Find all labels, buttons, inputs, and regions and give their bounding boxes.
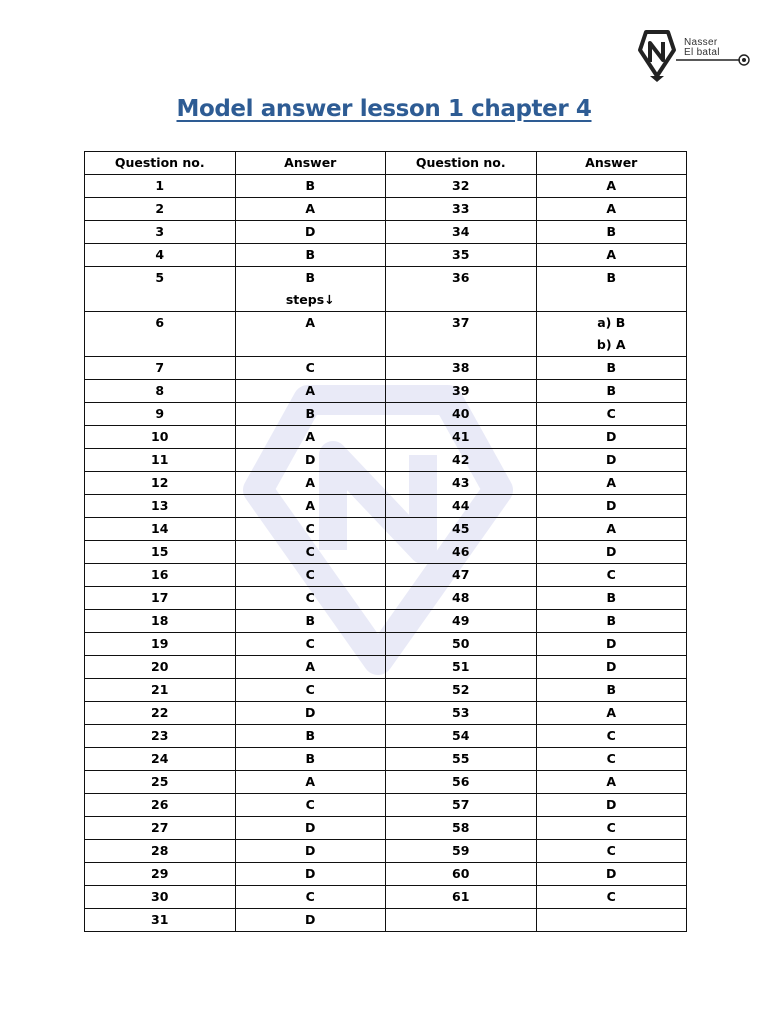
question-cell — [386, 518, 537, 541]
table-row — [85, 794, 687, 817]
answer-cell — [235, 426, 386, 449]
answer-cell-value: C — [305, 797, 315, 812]
header-answer-1: Answer — [235, 152, 386, 175]
answer-cell — [235, 518, 386, 541]
question-cell-value: 31 — [151, 912, 169, 927]
question-cell — [386, 380, 537, 403]
answer-cell — [536, 840, 687, 863]
question-cell — [85, 886, 236, 909]
question-cell — [85, 244, 236, 267]
question-cell-value: 37 — [452, 315, 470, 330]
brand-line-1: Nasser — [684, 37, 718, 48]
question-cell-value: 61 — [452, 889, 470, 904]
answer-cell-value: A — [305, 201, 316, 216]
question-cell-value: 10 — [151, 429, 169, 444]
question-cell — [386, 221, 537, 244]
question-cell-value: 11 — [151, 452, 169, 467]
question-cell-value: 33 — [452, 201, 470, 216]
question-cell — [386, 357, 537, 380]
header-answer-2: Answer — [536, 152, 687, 175]
answer-cell — [235, 725, 386, 748]
question-cell — [85, 725, 236, 748]
table-row — [85, 198, 687, 221]
answer-cell-value: D — [606, 866, 617, 881]
answer-cell — [235, 909, 386, 932]
answer-cell — [536, 312, 687, 357]
answer-cell — [235, 564, 386, 587]
answer-cell-value: B — [606, 383, 617, 398]
answer-cell-value: C — [305, 889, 315, 904]
question-cell — [386, 633, 537, 656]
answer-cell-value: A — [606, 247, 617, 262]
answer-cell — [536, 679, 687, 702]
question-cell — [85, 633, 236, 656]
question-cell-value: 39 — [452, 383, 470, 398]
table-row — [85, 244, 687, 267]
answer-cell-value: A — [305, 659, 316, 674]
answer-cell — [536, 198, 687, 221]
answer-cell — [536, 794, 687, 817]
question-cell-value: 38 — [452, 360, 470, 375]
answer-cell-value: C — [305, 590, 315, 605]
question-cell — [85, 587, 236, 610]
question-cell — [85, 495, 236, 518]
answer-cell-value: B — [305, 728, 316, 743]
header-question-no-1: Question no. — [85, 152, 236, 175]
question-cell — [386, 748, 537, 771]
answer-cell-value: a) B — [597, 315, 626, 330]
answer-cell — [235, 771, 386, 794]
answer-cell — [536, 771, 687, 794]
question-cell-value: 40 — [452, 406, 470, 421]
table-row — [85, 725, 687, 748]
table-row — [85, 312, 687, 357]
answer-cell-value: C — [305, 544, 315, 559]
answer-cell-value: A — [606, 774, 617, 789]
table-row — [85, 587, 687, 610]
question-cell — [386, 702, 537, 725]
question-cell — [386, 267, 537, 312]
question-cell-value: 29 — [151, 866, 169, 881]
question-cell-value: 4 — [155, 247, 165, 262]
answer-cell — [235, 198, 386, 221]
question-cell — [386, 472, 537, 495]
answer-cell-value: B — [606, 360, 617, 375]
answer-cell — [536, 587, 687, 610]
answer-cell — [536, 518, 687, 541]
question-cell-value: 7 — [155, 360, 165, 375]
question-cell-value: 6 — [155, 315, 165, 330]
question-cell-value: 16 — [151, 567, 169, 582]
answer-cell — [235, 221, 386, 244]
question-cell-value: 17 — [151, 590, 169, 605]
question-cell — [386, 403, 537, 426]
answer-cell — [536, 403, 687, 426]
table-row — [85, 817, 687, 840]
answer-cell — [235, 175, 386, 198]
question-cell — [85, 840, 236, 863]
table-row — [85, 564, 687, 587]
answer-cell-value: D — [606, 498, 617, 513]
question-cell — [85, 909, 236, 932]
question-cell — [386, 794, 537, 817]
answer-cell-value: D — [606, 544, 617, 559]
answer-cell — [536, 244, 687, 267]
table-row — [85, 909, 687, 932]
question-cell — [85, 267, 236, 312]
brand-line-2: El batal — [684, 47, 720, 58]
answer-cell-value: C — [305, 567, 315, 582]
question-cell-value: 47 — [452, 567, 470, 582]
question-cell-value: 53 — [452, 705, 470, 720]
question-cell-value: 59 — [452, 843, 470, 858]
answer-cell-value: C — [305, 521, 315, 536]
question-cell — [85, 472, 236, 495]
answer-cell — [235, 863, 386, 886]
question-cell — [85, 518, 236, 541]
answer-cell-value: D — [606, 452, 617, 467]
answer-cell-value: D — [305, 866, 316, 881]
question-cell-value: 9 — [155, 406, 165, 421]
table-row — [85, 679, 687, 702]
question-cell — [85, 175, 236, 198]
answer-cell-value: B — [606, 270, 617, 285]
answer-cell — [235, 472, 386, 495]
question-cell — [386, 426, 537, 449]
table-row — [85, 403, 687, 426]
question-cell — [85, 702, 236, 725]
question-cell-value: 30 — [151, 889, 169, 904]
question-cell-value: 49 — [452, 613, 470, 628]
question-cell-value: 18 — [151, 613, 169, 628]
answer-cell-value: B — [305, 178, 316, 193]
answer-cell — [536, 863, 687, 886]
question-cell — [386, 244, 537, 267]
answer-cell — [536, 702, 687, 725]
question-cell — [85, 403, 236, 426]
question-cell — [85, 221, 236, 244]
answer-cell — [235, 380, 386, 403]
table-row — [85, 380, 687, 403]
question-cell — [85, 817, 236, 840]
answer-cell-value: A — [305, 498, 316, 513]
answer-cell-value: C — [606, 751, 616, 766]
table-row — [85, 840, 687, 863]
answer-cell-value: A — [305, 475, 316, 490]
answer-cell-value: C — [305, 682, 315, 697]
question-cell-value: 50 — [452, 636, 470, 651]
answer-cell — [536, 357, 687, 380]
question-cell — [386, 840, 537, 863]
table-row — [85, 863, 687, 886]
table-row — [85, 702, 687, 725]
answer-cell-value: A — [606, 521, 617, 536]
question-cell — [386, 771, 537, 794]
question-cell-value: 56 — [452, 774, 470, 789]
table-row — [85, 449, 687, 472]
answer-cell-value: D — [305, 912, 316, 927]
table-row — [85, 656, 687, 679]
answer-cell-value: D — [305, 224, 316, 239]
answer-cell-value: D — [305, 452, 316, 467]
question-cell-value: 20 — [151, 659, 169, 674]
question-cell-value: 25 — [151, 774, 169, 789]
answer-cell-value: B — [606, 224, 617, 239]
answer-cell-value: A — [606, 475, 617, 490]
question-cell-value: 2 — [155, 201, 165, 216]
answer-table-body — [85, 175, 687, 932]
answer-cell — [235, 679, 386, 702]
answer-cell — [235, 244, 386, 267]
question-cell — [386, 725, 537, 748]
question-cell — [85, 198, 236, 221]
answer-cell-value: D — [305, 705, 316, 720]
question-cell — [386, 495, 537, 518]
table-row — [85, 175, 687, 198]
answer-cell-value: A — [305, 429, 316, 444]
answer-cell-value: A — [305, 383, 316, 398]
answer-table — [84, 151, 687, 932]
answer-cell — [536, 449, 687, 472]
question-cell — [386, 541, 537, 564]
question-cell-value: 46 — [452, 544, 470, 559]
answer-cell-note: steps↓ — [285, 292, 335, 307]
answer-cell — [235, 587, 386, 610]
question-cell — [386, 909, 537, 932]
question-cell-value: 15 — [151, 544, 169, 559]
answer-cell — [536, 380, 687, 403]
question-cell — [85, 564, 236, 587]
answer-cell — [536, 541, 687, 564]
answer-cell — [536, 656, 687, 679]
table-row — [85, 357, 687, 380]
answer-cell-value: C — [606, 406, 616, 421]
answer-cell-value: A — [606, 705, 617, 720]
answer-cell-value: D — [606, 797, 617, 812]
answer-cell-value: B — [305, 247, 316, 262]
question-cell-value: 45 — [452, 521, 470, 536]
question-cell-value: 19 — [151, 636, 169, 651]
question-cell — [386, 198, 537, 221]
answer-cell — [235, 403, 386, 426]
question-cell-value: 24 — [151, 751, 169, 766]
question-cell-value: 41 — [452, 429, 470, 444]
question-cell — [85, 357, 236, 380]
question-cell-value: 52 — [452, 682, 470, 697]
table-row — [85, 633, 687, 656]
answer-cell-value: C — [606, 889, 616, 904]
answer-cell-value: A — [305, 315, 316, 330]
question-cell-value: 22 — [151, 705, 169, 720]
question-cell — [386, 449, 537, 472]
answer-cell — [235, 449, 386, 472]
answer-cell — [536, 817, 687, 840]
question-cell — [85, 656, 236, 679]
question-cell — [85, 610, 236, 633]
answer-cell — [536, 633, 687, 656]
question-cell-value: 54 — [452, 728, 470, 743]
question-cell-value: 28 — [151, 843, 169, 858]
answer-cell — [536, 725, 687, 748]
answer-cell — [536, 564, 687, 587]
answer-cell — [536, 267, 687, 312]
answer-cell-value: C — [606, 843, 616, 858]
answer-cell-value: C — [606, 567, 616, 582]
question-cell — [85, 863, 236, 886]
answer-cell-value: D — [305, 843, 316, 858]
question-cell — [386, 886, 537, 909]
answer-cell — [235, 656, 386, 679]
table-header-row — [85, 152, 687, 175]
question-cell — [386, 817, 537, 840]
answer-cell-value: B — [305, 751, 316, 766]
question-cell — [386, 863, 537, 886]
question-cell-value: 1 — [155, 178, 165, 193]
question-cell-value: 57 — [452, 797, 470, 812]
answer-cell — [536, 886, 687, 909]
answer-cell-value: B — [305, 613, 316, 628]
answer-cell — [235, 267, 386, 312]
question-cell-value: 42 — [452, 452, 470, 467]
table-row — [85, 495, 687, 518]
table-row — [85, 748, 687, 771]
question-cell-value: 34 — [452, 224, 470, 239]
question-cell-value: 3 — [155, 224, 165, 239]
table-row — [85, 541, 687, 564]
question-cell-value: 23 — [151, 728, 169, 743]
table-row — [85, 886, 687, 909]
answer-cell-value: D — [305, 820, 316, 835]
answer-cell-value: B — [305, 270, 316, 285]
question-cell-value: 8 — [155, 383, 165, 398]
question-cell — [386, 610, 537, 633]
question-cell — [85, 426, 236, 449]
answer-cell — [536, 909, 687, 932]
question-cell — [386, 587, 537, 610]
answer-cell — [235, 840, 386, 863]
question-cell-value: 14 — [151, 521, 169, 536]
answer-cell — [235, 886, 386, 909]
page-title: Model answer lesson 1 chapter 4 — [176, 96, 592, 122]
question-cell-value: 43 — [452, 475, 470, 490]
question-cell-value: 13 — [151, 498, 169, 513]
answer-cell-value: D — [606, 659, 617, 674]
question-cell-value: 51 — [452, 659, 470, 674]
question-cell — [85, 794, 236, 817]
answer-cell-note: b) A — [596, 337, 626, 352]
answer-cell — [536, 175, 687, 198]
question-cell — [386, 312, 537, 357]
answer-cell-value: C — [305, 636, 315, 651]
answer-cell — [235, 794, 386, 817]
answer-cell — [235, 312, 386, 357]
brand-name — [684, 38, 720, 58]
question-cell-value: 27 — [151, 820, 169, 835]
question-cell — [85, 771, 236, 794]
question-cell-value: 12 — [151, 475, 169, 490]
question-cell-value: 58 — [452, 820, 470, 835]
answer-cell — [235, 817, 386, 840]
question-cell — [386, 679, 537, 702]
answer-cell — [235, 541, 386, 564]
answer-cell — [536, 748, 687, 771]
question-cell-value: 21 — [151, 682, 169, 697]
question-cell — [85, 312, 236, 357]
answer-cell-value: A — [305, 774, 316, 789]
answer-cell-value: C — [606, 820, 616, 835]
answer-cell-value: C — [606, 728, 616, 743]
table-row — [85, 610, 687, 633]
answer-cell-value: A — [606, 201, 617, 216]
answer-cell — [536, 221, 687, 244]
question-cell-value: 36 — [452, 270, 470, 285]
question-cell-value: 5 — [155, 270, 165, 285]
question-cell-value: 26 — [151, 797, 169, 812]
answer-cell — [536, 495, 687, 518]
answer-cell — [536, 610, 687, 633]
question-cell — [85, 380, 236, 403]
answer-cell-value: B — [606, 613, 617, 628]
answer-cell-value: B — [606, 682, 617, 697]
question-cell — [386, 175, 537, 198]
table-row — [85, 267, 687, 312]
answer-cell-value: B — [305, 406, 316, 421]
question-cell — [386, 564, 537, 587]
question-cell — [85, 679, 236, 702]
question-cell — [85, 541, 236, 564]
question-cell-value: 55 — [452, 751, 470, 766]
answer-cell — [235, 633, 386, 656]
question-cell-value: 35 — [452, 247, 470, 262]
table-row — [85, 426, 687, 449]
question-cell-value: 60 — [452, 866, 470, 881]
question-cell — [85, 748, 236, 771]
answer-cell — [536, 472, 687, 495]
answer-cell — [235, 357, 386, 380]
answer-cell-value: D — [606, 429, 617, 444]
table-row — [85, 472, 687, 495]
question-cell-value: 32 — [452, 178, 470, 193]
table-row — [85, 221, 687, 244]
answer-cell-value: C — [305, 360, 315, 375]
answer-cell — [235, 702, 386, 725]
answer-cell — [235, 748, 386, 771]
table-row — [85, 518, 687, 541]
question-cell-value: 44 — [452, 498, 470, 513]
answer-cell-value: B — [606, 590, 617, 605]
question-cell-value: 48 — [452, 590, 470, 605]
table-row — [85, 771, 687, 794]
header-question-no-2: Question no. — [386, 152, 537, 175]
answer-cell-value: A — [606, 178, 617, 193]
answer-cell — [235, 495, 386, 518]
answer-cell-value: D — [606, 636, 617, 651]
answer-cell — [536, 426, 687, 449]
answer-cell — [235, 610, 386, 633]
question-cell — [386, 656, 537, 679]
question-cell — [85, 449, 236, 472]
